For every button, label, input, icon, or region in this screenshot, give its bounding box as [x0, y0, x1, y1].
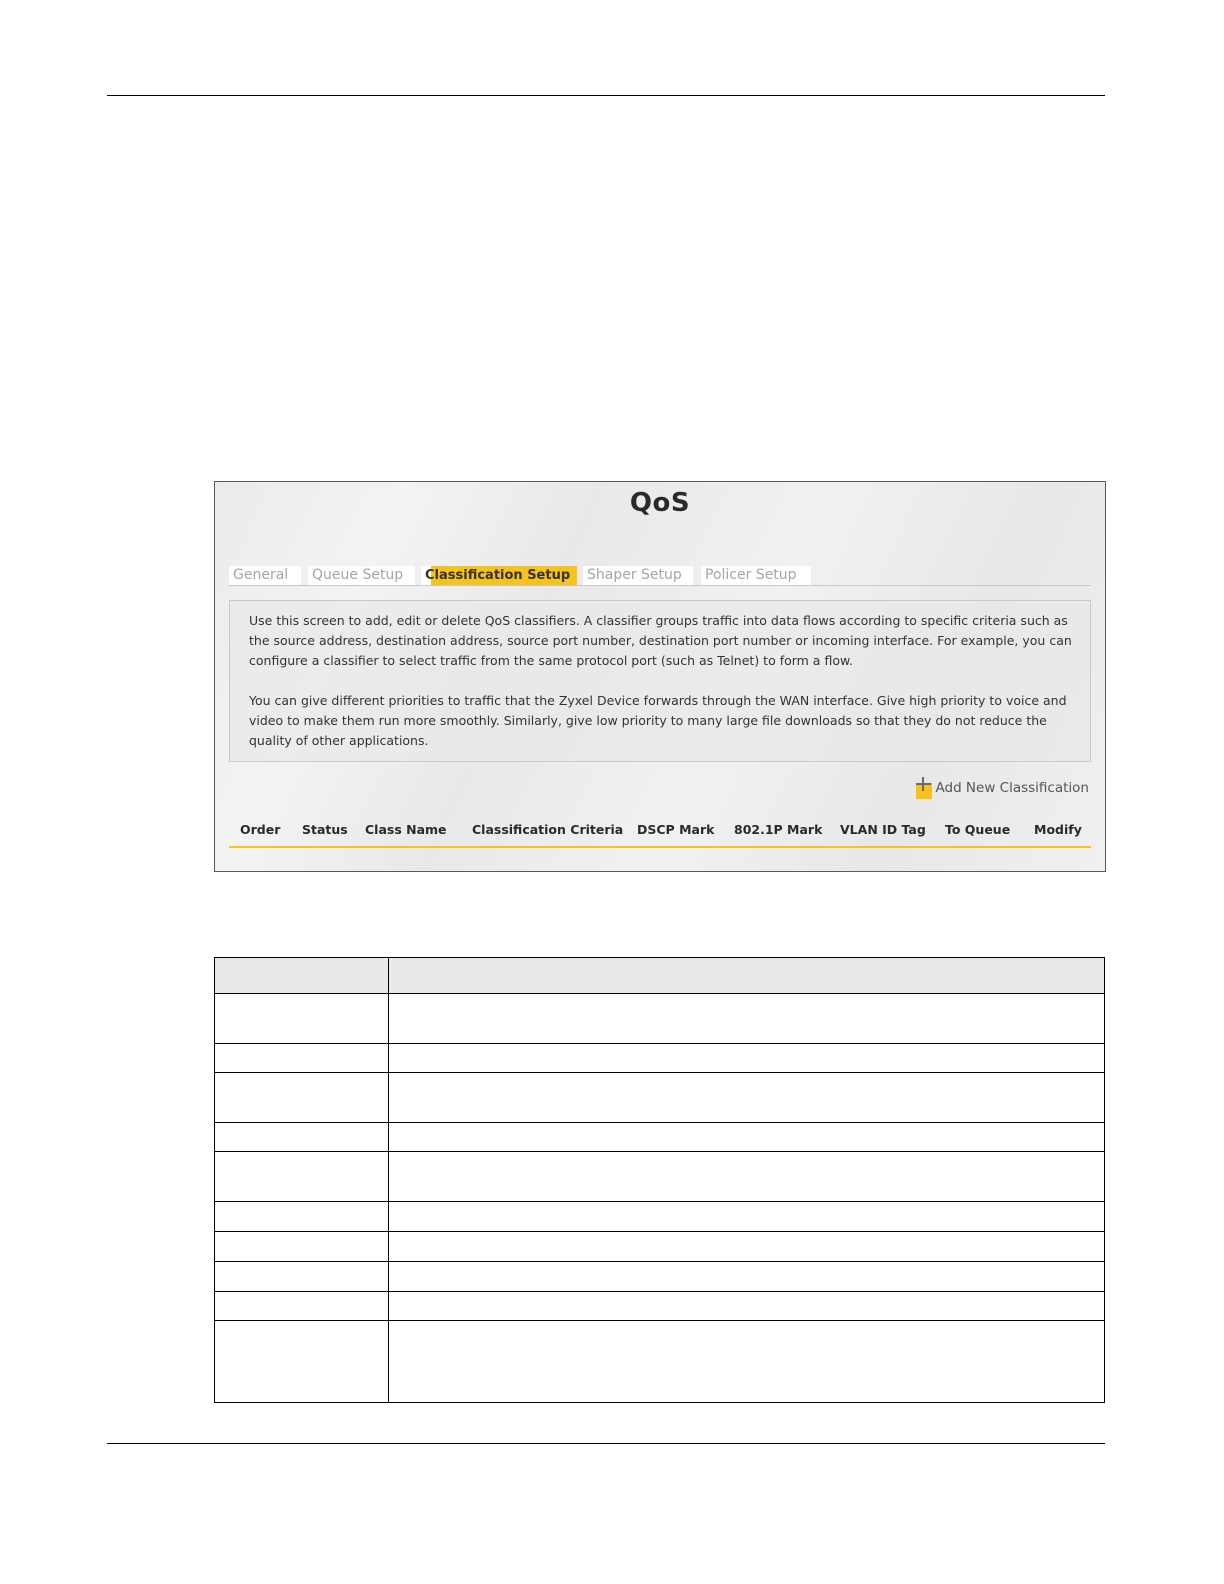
qos-screenshot — [214, 481, 1106, 872]
table-row — [215, 1231, 1104, 1261]
table-row — [215, 1151, 1104, 1201]
tab-general[interactable]: General — [229, 566, 301, 585]
table-cell — [389, 1321, 1104, 1402]
table-cell — [389, 1292, 1104, 1321]
column-classification-criteria: Classification Criteria — [472, 822, 624, 837]
header-rule — [107, 95, 1105, 96]
column-vlan-id-tag: VLAN ID Tag — [840, 822, 926, 837]
footer-rule — [107, 1443, 1105, 1444]
tab-queue-setup[interactable]: Queue Setup — [308, 566, 415, 585]
table-cell — [389, 1202, 1104, 1231]
table-cell — [215, 958, 389, 994]
tab-bar — [229, 566, 1091, 586]
column-status: Status — [302, 822, 348, 837]
column-8021p-mark: 802.1P Mark — [734, 822, 823, 837]
table-row — [215, 1261, 1104, 1291]
table-cell — [215, 1321, 389, 1402]
table-cell — [389, 994, 1104, 1043]
table-row — [215, 1043, 1104, 1073]
add-new-classification-button[interactable] — [916, 778, 1090, 798]
field-description-table — [214, 957, 1105, 1403]
table-cell — [215, 1292, 389, 1321]
table-cell — [215, 1123, 389, 1152]
page-title: QoS — [629, 488, 691, 518]
table-cell — [215, 1152, 389, 1201]
table-cell — [389, 1044, 1104, 1073]
table-row — [215, 1320, 1104, 1402]
table-row — [215, 1201, 1104, 1231]
table-row — [215, 1072, 1104, 1122]
column-class-name: Class Name — [365, 822, 447, 837]
table-header-row — [215, 958, 1104, 994]
classification-table-header — [229, 818, 1091, 848]
table-cell — [389, 1123, 1104, 1152]
table-cell — [215, 994, 389, 1043]
table-cell — [389, 1262, 1104, 1291]
table-row — [215, 1291, 1104, 1321]
tab-policer-setup[interactable]: Policer Setup — [701, 566, 811, 585]
description-box — [229, 600, 1091, 762]
table-cell — [215, 1262, 389, 1291]
tab-classification-setup[interactable]: Classification Setup — [421, 566, 577, 585]
table-row — [215, 993, 1104, 1043]
tab-shaper-setup[interactable]: Shaper Setup — [583, 566, 693, 585]
add-new-classification-label: Add New Classification — [935, 780, 1089, 796]
column-to-queue: To Queue — [945, 822, 1011, 837]
table-cell — [215, 1044, 389, 1073]
column-dscp-mark: DSCP Mark — [637, 822, 715, 837]
table-cell — [389, 1232, 1104, 1261]
table-cell — [215, 1073, 389, 1122]
plus-icon — [916, 783, 932, 799]
table-cell — [389, 1152, 1104, 1201]
description-paragraph-2: You can give different priorities to traffic that the Zyxel Device forwards through the WAN interface. Give high priority to voice and video to make them run more smoothly. Similarly, give low priority to many large file downloads so that they do not reduce the quality of other applications. — [249, 693, 1067, 748]
table-cell — [215, 1202, 389, 1231]
table-cell — [215, 1232, 389, 1261]
column-modify: Modify — [1034, 822, 1082, 837]
description-paragraph-1: Use this screen to add, edit or delete QoS classifiers. A classifier groups traffic into data flows according to specific criteria such as the source address, destination address, source port number, destination port number or incoming interface. For example, you can configure a classifier to select traffic from the same protocol port (such as Telnet) to form a flow. — [249, 613, 1072, 668]
table-cell — [389, 1073, 1104, 1122]
column-order: Order — [240, 822, 281, 837]
table-row — [215, 1122, 1104, 1152]
table-cell — [389, 958, 1104, 994]
